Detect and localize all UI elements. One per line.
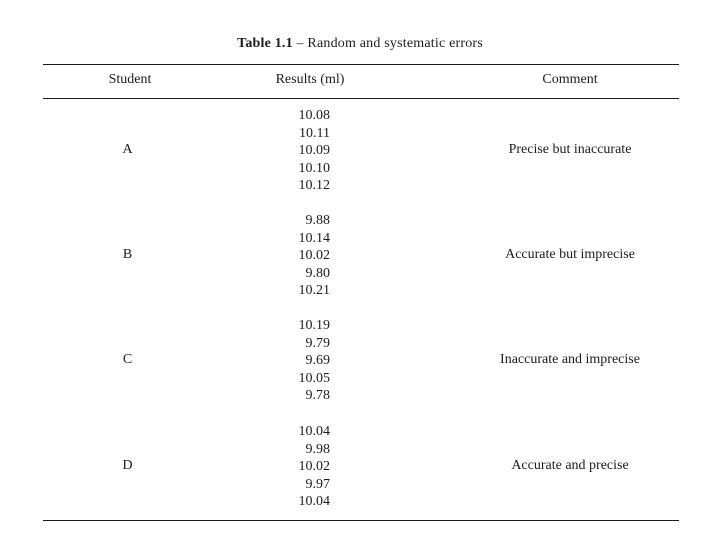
result-value: 10.19: [298, 318, 330, 333]
result-value: 9.98: [305, 441, 330, 457]
header-student: Student: [108, 72, 152, 87]
table-row-student-d: [0, 423, 720, 513]
result-value: 10.12: [298, 178, 330, 194]
student-label: D: [122, 458, 133, 473]
results-list: [280, 423, 330, 511]
student-label: A: [122, 142, 133, 157]
table-title: – Random and systematic errors: [296, 36, 483, 51]
result-value: 10.02: [298, 248, 330, 264]
result-value: 9.69: [305, 353, 330, 369]
result-value: 9.78: [305, 388, 330, 404]
table-row-student-c: [0, 317, 720, 407]
result-value: 10.02: [298, 459, 330, 475]
comment-text: Inaccurate and imprecise: [500, 352, 640, 367]
result-value: 10.14: [298, 230, 330, 246]
header-rule: [43, 98, 679, 99]
top-rule: [43, 64, 679, 65]
result-value: 9.79: [305, 335, 330, 351]
result-value: 10.11: [299, 125, 330, 141]
bottom-rule: [43, 520, 679, 521]
table-number: Table 1.1: [237, 36, 293, 51]
student-label: C: [122, 352, 133, 367]
result-value: 10.05: [298, 370, 330, 386]
comment-text: Accurate and precise: [511, 458, 629, 473]
header-results: Results (ml): [275, 72, 345, 87]
table-row-student-a: [0, 107, 720, 197]
comment-text: Accurate but imprecise: [505, 247, 635, 262]
result-value: 10.08: [298, 108, 330, 123]
results-list: [280, 317, 330, 405]
result-value: 10.04: [298, 424, 330, 439]
result-value: 10.10: [298, 160, 330, 176]
header-comment: Comment: [542, 72, 598, 87]
result-value: 9.80: [305, 265, 330, 281]
comment-text: Precise but inaccurate: [508, 142, 632, 157]
results-list: [280, 212, 330, 300]
result-value: 10.04: [298, 494, 330, 510]
result-value: 9.88: [305, 213, 330, 228]
result-value: 10.09: [298, 143, 330, 159]
results-list: [280, 107, 330, 195]
table-row-student-b: [0, 212, 720, 302]
result-value: 9.97: [305, 476, 330, 492]
student-label: B: [122, 247, 133, 262]
result-value: 10.21: [298, 283, 330, 299]
table-caption: [0, 36, 720, 52]
